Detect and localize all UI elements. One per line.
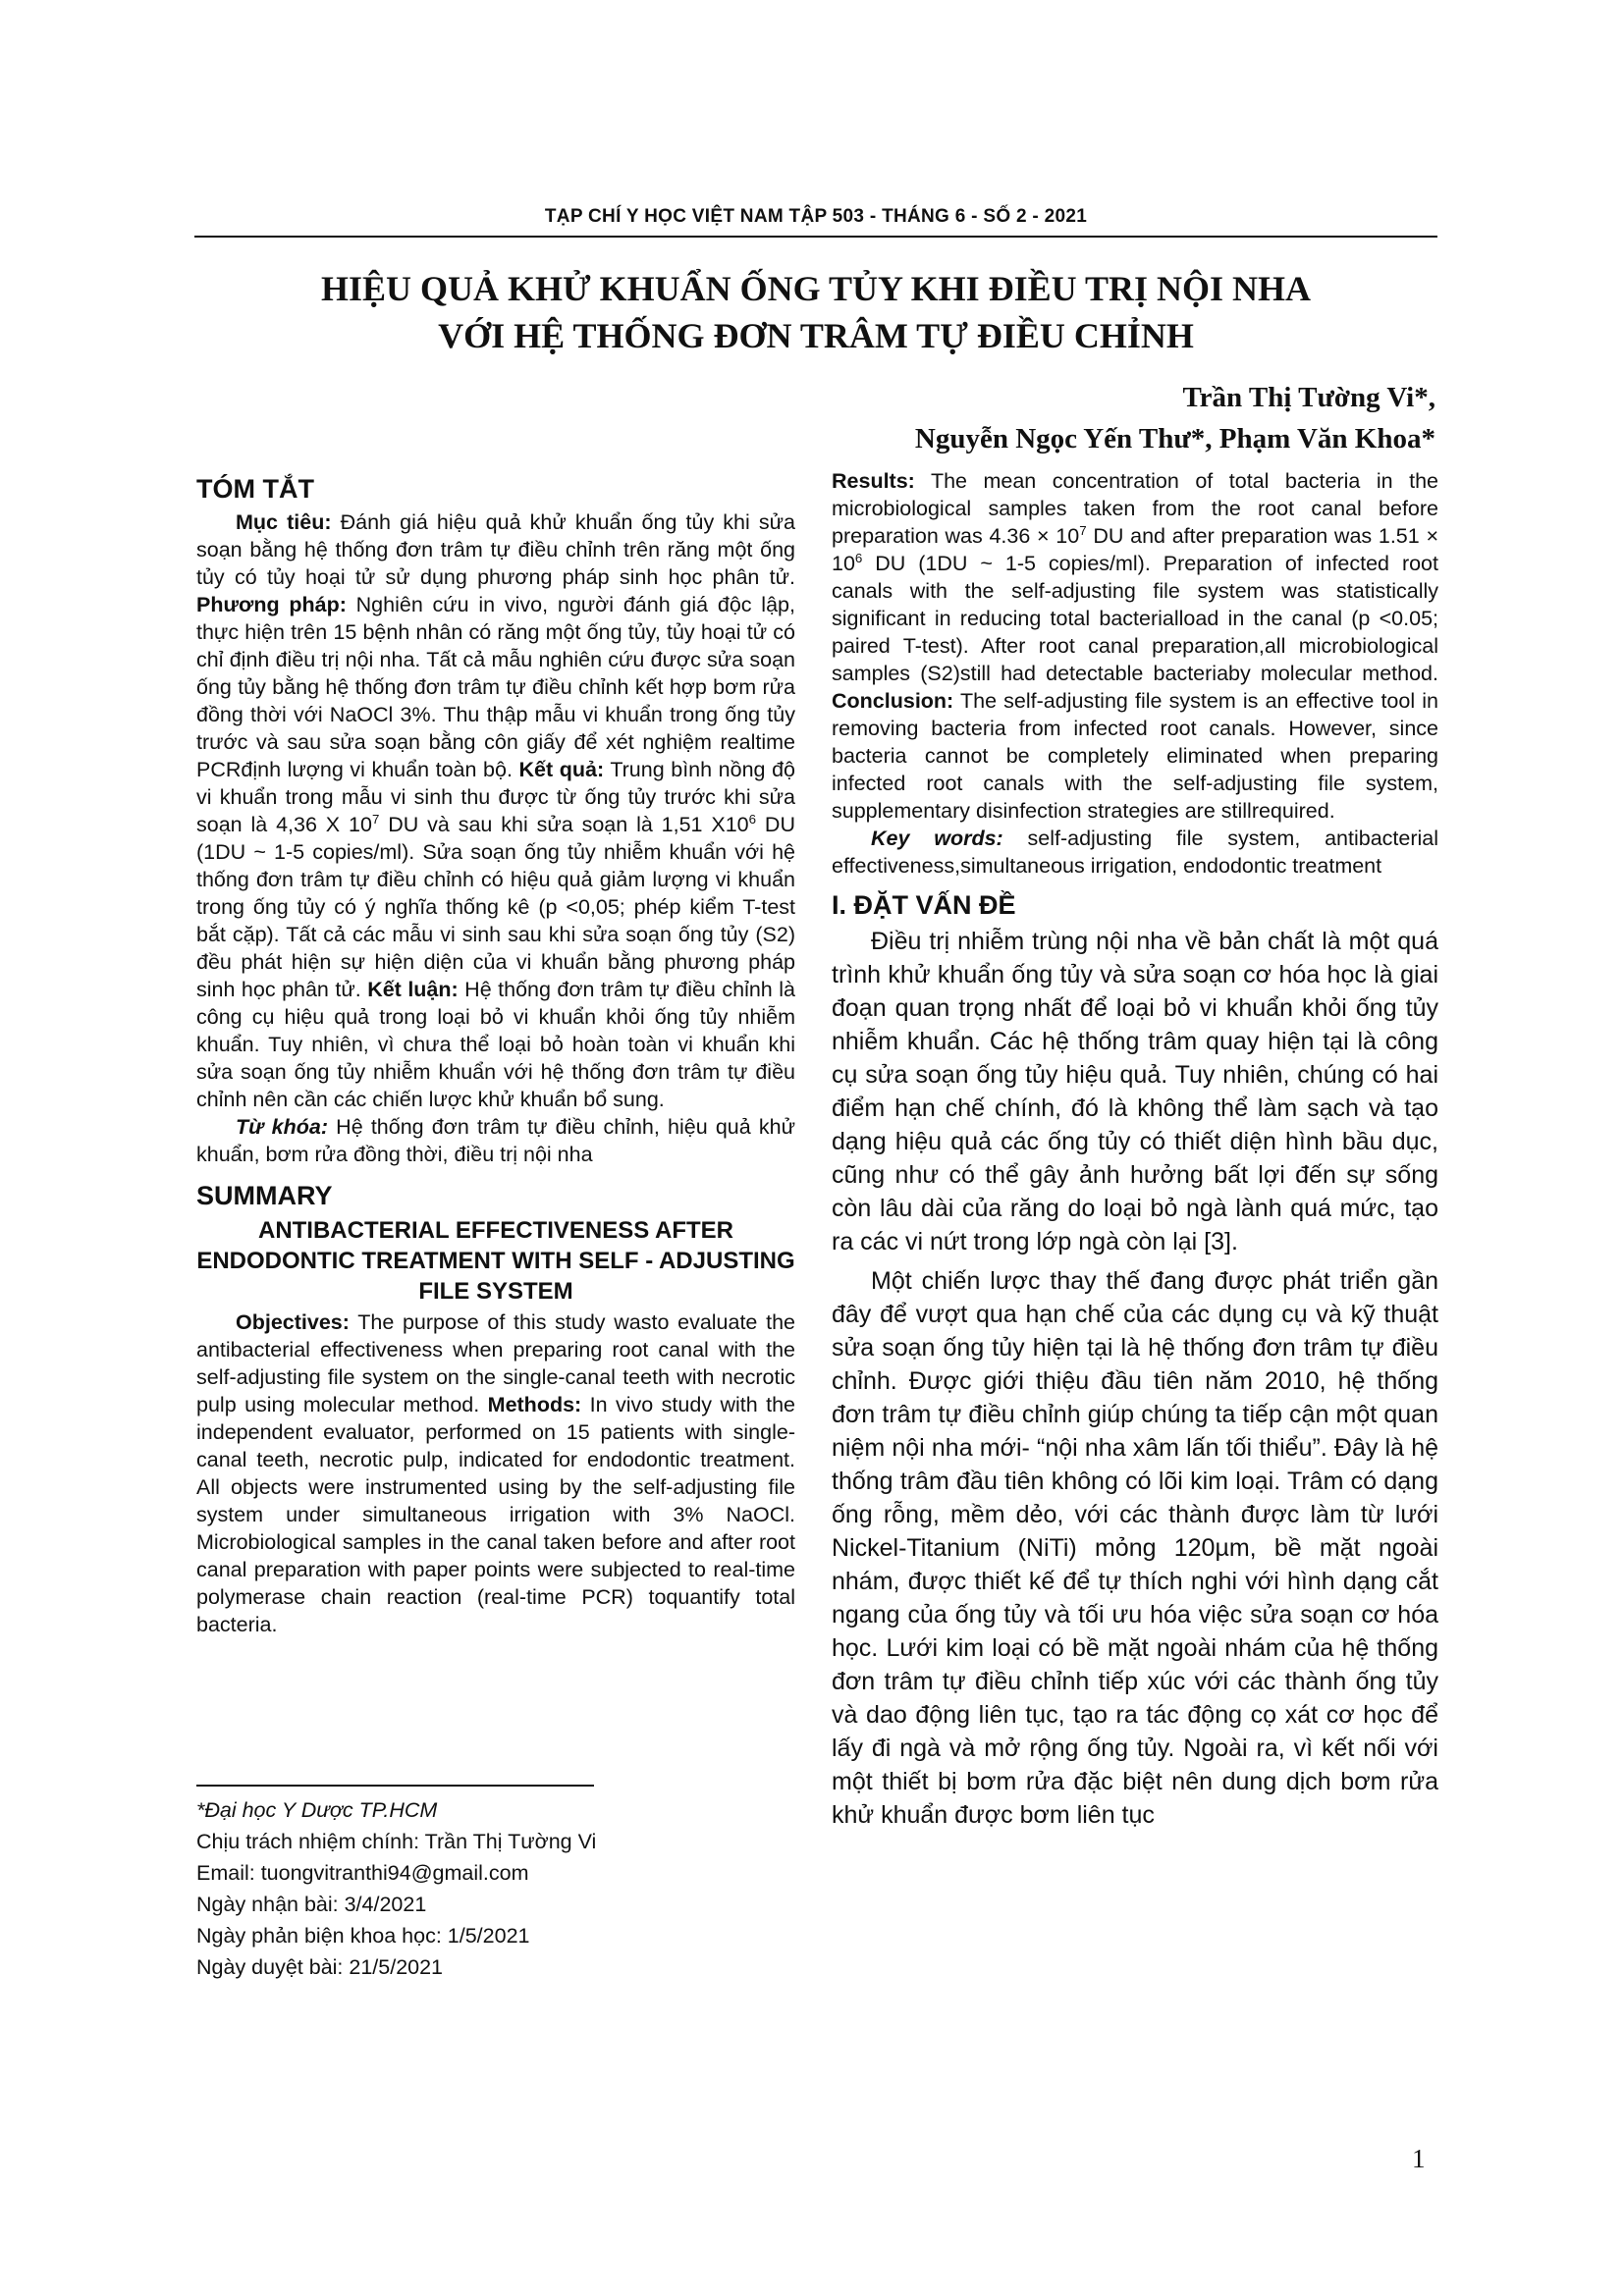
result-exponent-1: 7 (371, 811, 380, 827)
methods-text: In vivo study with the independent evaluator, performed on 15 patients with single-canal teeth, necrotic pulp, indicated for endodontic treatment. All objects were instrumented using by the self-adjusting file system under simultaneous irrigation with 3% NaOCl. Microbiological samples in the canal taken before and after root canal preparation with paper points were subjected to real-time polymerase chain reaction (real-time PCR) toquantify total bacteria. (196, 1393, 796, 1636)
en-article-title: ANTIBACTERIAL EFFECTIVENESS AFTER ENDODONTIC TREATMENT WITH SELF - ADJUSTING FILE SYSTEM (196, 1217, 795, 1305)
page-number: 1 (1412, 2144, 1426, 2173)
result-text-b: DU và sau khi sửa soạn là 1,51 X10 (379, 813, 749, 836)
method-text: Nghiên cứu in vivo, người đánh giá độc lập, thực hiện trên 15 bệnh nhân có răng một ống tủy, tủy hoại tử có chỉ định điều trị nội nha. Tất cả mẫu nghiên cứu được sửa soạn ống tủy bằng hệ thống đơn trâm tự điều chỉnh kết hợp bơm rửa đồng thời với NaOCl 3%. Thu thập mẫu vi khuẩn trong ống tủy trước và sau sửa soạn bằng côn giấy để xét nghiệm realtime PCRđịnh lượng vi khuẩn toàn bộ. (196, 593, 795, 781)
objectives-text: The purpose of this study wasto evaluate the antibacterial effectiveness when preparing root canal with the self-adjusting file system on the single-canal teeth with necrotic pulp using molecular method. (196, 1310, 795, 1416)
footnote-email: Email: tuongvitranthi94@gmail.com (196, 1861, 529, 1885)
results-exponent-1: 7 (1079, 522, 1087, 538)
en-conclusion-label: Conclusion: (832, 689, 954, 713)
conclusion-label: Kết luận: (367, 978, 459, 1001)
footnote-accepted: Ngày duyệt bài: 21/5/2021 (196, 1955, 444, 1979)
footnote-reviewed: Ngày phản biện khoa học: 1/5/2021 (196, 1924, 530, 1948)
objective-text: Đánh giá hiệu quả khử khuẩn ống tủy khi sửa soạn bằng hệ thống đơn trâm tự điều chỉnh trên răng một ống tủy có tủy hoại tử sử dụng phương pháp sinh học phân tử. (196, 510, 795, 589)
conclusion-text: Hệ thống đơn trâm tự điều chỉnh là công cụ hiệu quả trong loại bỏ vi khuẩn khỏi ống tủy nhiễm khuẩn. Tuy nhiên, vì chưa thể loại bỏ hoàn toàn vi khuẩn khi sửa soạn ống tủy nhiễm khuẩn với hệ thống đơn trâm tự điều chỉnh nên cần các chiến lược khử khuẩn bổ sung. (196, 978, 795, 1111)
vn-keywords (196, 1113, 795, 1168)
footnote-rule (196, 1785, 594, 1787)
objective-label: Mục tiêu: (236, 510, 332, 534)
results-text-c: DU (1DU ~ 1-5 copies/ml). Preparation of infected root canals with the self-adjusting file system was statistically significant in reducing total bacterialload in the canal (p <0.05; paired T-test). After root canal preparation,all microbiological samples (S2)still had detectable bacteriaby molecular method. (832, 552, 1438, 685)
results-text-b: DU and after preparation was 1.51 × 10 (832, 524, 1439, 575)
result-text-c: DU (1DU ~ 1-5 copies/ml). Sửa soạn ống tủy nhiễm khuẩn với hệ thống đơn trâm tự điều chỉnh có hiệu quả giảm lượng vi khuẩn trong ống tủy có ý nghĩa thống kê (p <0,05; phép kiểm T-test bắt cặp). Tất cả các mẫu vi sinh sau khi sửa soạn ống tủy (S2) đều phát hiện sự hiện diện của vi khuẩn bằng phương pháp sinh học phân tử. (196, 813, 795, 1001)
en-conclusion-text: The self-adjusting file system is an effective tool in removing bacteria from infected root canals. However, since bacteria cannot be completely eliminated when preparing infected root canals with the self-adjusting file system, supplementary disinfection strategies are stillrequired. (832, 689, 1438, 823)
vn-keywords-text: Hệ thống đơn trâm tự điều chỉnh, hiệu quả khử khuẩn, bơm rửa đồng thời, điều trị nội nha (196, 1115, 795, 1166)
en-keywords-text: self-adjusting file system, antibacterial effectiveness,simultaneous irrigation, endodontic treatment (832, 827, 1439, 878)
footnote-affiliation: *Đại học Y Dược TP.HCM (196, 1798, 438, 1822)
method-label: Phương pháp: (196, 593, 347, 616)
header-rule (194, 236, 1437, 238)
vn-abstract-body (196, 508, 795, 1113)
result-text-a: Trung bình nồng độ vi khuẩn trong mẫu vi sinh thu được từ ống tủy trước khi sửa soạn là 4,36 X 10 (196, 758, 795, 836)
results-label: Results: (832, 469, 915, 493)
journal-header: TẠP CHÍ Y HỌC VIỆT NAM TẬP 503 - THÁNG 6 - SỐ 2 - 2021 (544, 206, 1088, 227)
footnote-corresponding: Chịu trách nhiệm chính: Trần Thị Tường Vi (196, 1830, 597, 1853)
intro-heading: I. ĐẶT VẤN ĐỀ (832, 890, 1016, 920)
vn-keywords-label: Từ khóa: (236, 1115, 328, 1139)
left-column (196, 467, 795, 1638)
en-keywords-label: Key words: (871, 827, 1003, 850)
vn-abstract-heading: TÓM TẮT (196, 474, 314, 504)
en-abstract-body-right (832, 467, 1438, 825)
title-line-2: VỚI HỆ THỐNG ĐƠN TRÂM TỰ ĐIỀU CHỈNH (438, 316, 1194, 355)
en-abstract-heading: SUMMARY (196, 1181, 333, 1210)
results-text-a: The mean concentration of total bacteria in the microbiological samples taken from the root canal before preparation was 4.36 × 10 (832, 469, 1438, 548)
authors-line-1: Trần Thị Tường Vi*, (1182, 382, 1435, 413)
en-abstract-body-left (196, 1308, 795, 1638)
result-label: Kết quả: (518, 758, 605, 781)
en-keywords (832, 825, 1438, 880)
authors-line-2: Nguyễn Ngọc Yến Thư*, Phạm Văn Khoa* (914, 423, 1435, 454)
article-title (196, 265, 1435, 359)
intro-paragraph-1: Điều trị nhiễm trùng nội nha về bản chất là một quá trình khử khuẩn ống tủy và sửa soạn cơ hóa học là giai đoạn quan trọng nhất để loại bỏ vi khuẩn khỏi ống tủy nhiễm khuẩn. Các hệ thống trâm quay hiện tại là công cụ sửa soạn ống tủy hiệu quả. Tuy nhiên, chúng có hai điểm hạn chế chính, đó là không thể làm sạch và tạo dạng hiệu quả các ống tủy có thiết diện hình bầu dục, cũng như có thể gây ảnh hưởng bất lợi đến sự sống còn lâu dài của răng do loại bỏ ngà lành quá mức, tạo ra các vi nứt trong lớp ngà còn lại [3]. (832, 928, 1438, 1255)
title-line-1: HIỆU QUẢ KHỬ KHUẨN ỐNG TỦY KHI ĐIỀU TRỊ NỘI NHA (320, 269, 1312, 308)
footnotes (196, 1794, 785, 1983)
author-list (915, 377, 1435, 459)
methods-label: Methods: (487, 1393, 582, 1416)
footnote-received: Ngày nhận bài: 3/4/2021 (196, 1893, 427, 1916)
objectives-label: Objectives: (236, 1310, 350, 1334)
intro-paragraph-2: Một chiến lược thay thế đang được phát triển gần đây để vượt qua hạn chế của các dụng cụ và kỹ thuật sửa soạn ống tủy hiện tại là hệ thống đơn trâm tự điều chỉnh. Được giới thiệu đầu tiên năm 2010, hệ thống đơn trâm tự điều chỉnh giúp chúng ta tiếp cận một quan niệm nội nha mới- “nội nha xâm lấn tối thiểu”. Đây là hệ thống trâm đầu tiên không có lõi kim loại. Trâm có dạng ống rỗng, mềm dẻo, với các thành được làm từ lưới Nickel-Titanium (NiTi) mỏng 120µm, bề mặt ngoài nhám, được thiết kế để tự thích nghi với hình dạng cắt ngang của ống tủy và tối ưu hóa việc sửa soạn cơ hóa học. Lưới kim loại có bề mặt ngoài nhám của hệ thống đơn trâm tự điều chỉnh tiếp xúc với các thành ống tủy và dao động liên tục, tạo ra tác động cọ xát cơ học để lấy đi ngà và mở rộng ống tủy. Ngoài ra, vì kết nối với một thiết bị bơm rửa đặc biệt nên dung dịch bơm rửa khử khuẩn được bơm liên tục (832, 1267, 1438, 1829)
results-exponent-2: 6 (854, 550, 863, 565)
result-exponent-2: 6 (748, 811, 757, 827)
right-column (832, 467, 1438, 1832)
